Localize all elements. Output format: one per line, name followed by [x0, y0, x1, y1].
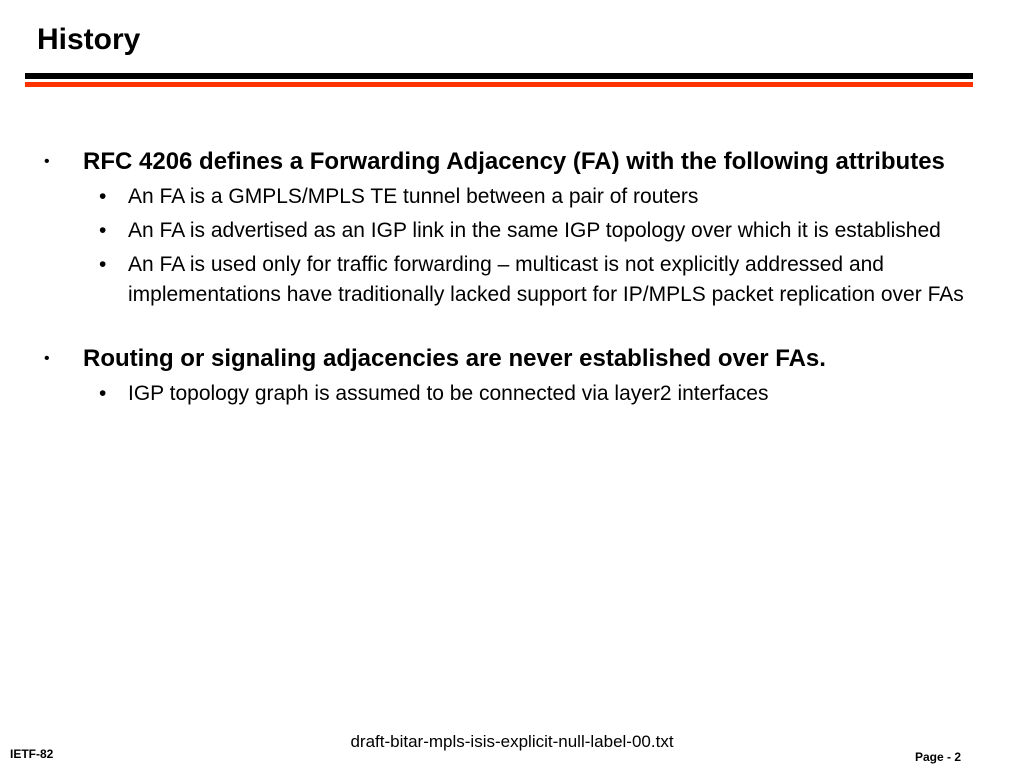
title-divider-black — [25, 73, 973, 79]
bullet-dot: • — [44, 350, 50, 367]
bullet-group-adjacencies — [0, 342, 1024, 409]
bullet-dot: • — [99, 253, 107, 276]
slide-title: History — [37, 23, 141, 56]
footer-filename: draft-bitar-mpls-isis-explicit-null-label-00.txt — [350, 732, 674, 751]
bullet-dot: • — [99, 185, 107, 208]
bullet-dot: • — [44, 153, 50, 170]
footer-event: IETF-82 — [10, 747, 54, 761]
bullet-text: RFC 4206 defines a Forwarding Adjacency (FA) with the following attributes — [83, 148, 945, 175]
sub-bullet — [0, 182, 1024, 212]
bullet-rfc4206 — [0, 145, 1024, 178]
bullet-group-rfc4206 — [0, 145, 1024, 310]
sub-bullet — [0, 250, 1024, 310]
title-divider-orange — [25, 82, 973, 87]
sub-bullet-text: IGP topology graph is assumed to be connected via layer2 interfaces — [128, 382, 769, 405]
sub-bullet — [0, 216, 1024, 246]
bullet-text: Routing or signaling adjacencies are never established over FAs. — [83, 345, 826, 372]
sub-bullet — [0, 379, 1024, 409]
sub-bullet-text: An FA is advertised as an IGP link in the same IGP topology over which it is established — [128, 219, 941, 242]
bullet-dot: • — [99, 219, 107, 242]
slide-body — [0, 145, 1024, 409]
bullet-adjacencies — [0, 342, 1024, 375]
sub-bullet-text: An FA is used only for traffic forwarding – multicast is not explicitly addressed and implementations have traditionally lacked support for IP/MPLS packet replication over FAs — [128, 253, 964, 306]
sub-bullet-text: An FA is a GMPLS/MPLS TE tunnel between a pair of routers — [128, 185, 699, 208]
bullet-dot: • — [99, 382, 107, 405]
footer-page-number: Page - 2 — [914, 750, 961, 764]
